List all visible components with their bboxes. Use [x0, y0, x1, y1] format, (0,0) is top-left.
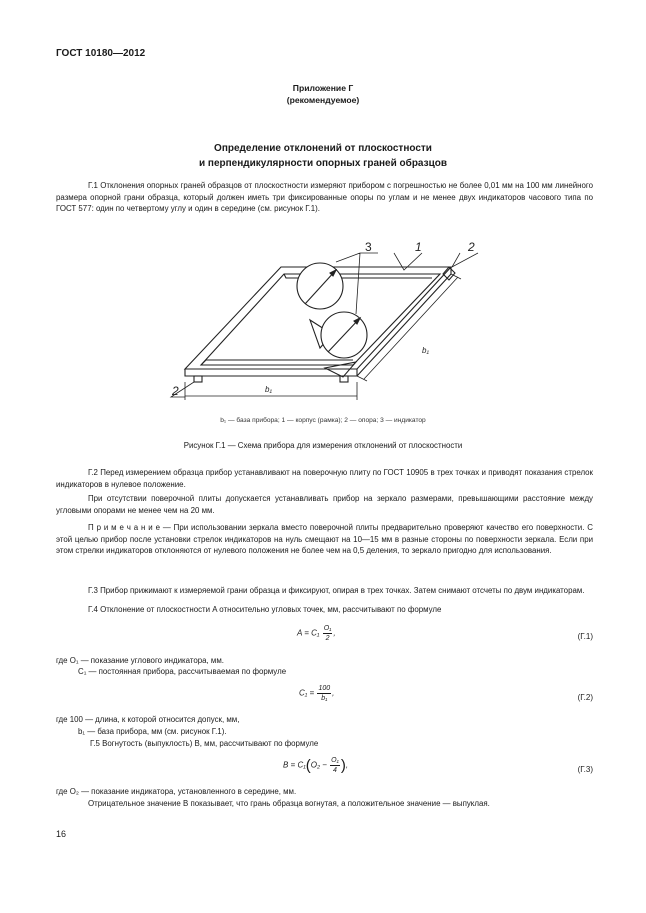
formula-g3-lhs: B = C₁: [283, 760, 306, 770]
formula-g2: C₁ = $\frac{100}{\text{b₁}}$ ,: [299, 685, 335, 702]
formula-g2-lhs: C₁ =: [299, 688, 315, 698]
paragraph-note: П р и м е ч а н и е — При использовании зеркала вместо поверочной плиты предварительно проверяют качество его поверхности. С этой целью прибор после установки стрелок индикаторов на нуль смещают на 10—15 мм в разные стороны по поверхности зеркала. Если при этом стрелки индикаторов отклоняются от нулевого положения не более чем на 0,5 деления, то зеркало пригодно для использования.: [56, 523, 593, 555]
paragraph-g3: Г.3 Прибор прижимают к измеряемой грани образца и фиксируют, опирая в трех точках. Затем снимают отсчеты по двум индикаторам.: [88, 586, 585, 595]
support-right-front: [340, 376, 348, 382]
appendix-name: Приложение Г: [292, 83, 354, 93]
label-2-bottom: 2: [172, 384, 179, 398]
equation-number-g1: (Г.1): [577, 632, 593, 641]
paragraph-g1: Г.1 Отклонения опорных граней образцов от плоскостности измеряют прибором с погрешностью не более 0,01 мм на 100 мм линейного размера опорной грани образца, который должен иметь три фиксированные опоры по углам и не менее двух индикаторов часового типа по ГОСТ 577: один по четвертому углу и один в середине (см. рисунок Г.1).: [56, 181, 593, 213]
equation-number-g3: (Г.3): [577, 765, 593, 774]
title-line-1: Определение отклонений от плоскостности: [214, 143, 432, 154]
appendix-heading: [0, 82, 646, 106]
formula-g1: A = C₁ $\frac{\text{O₁}}{2}$ ,: [297, 625, 336, 642]
formula-g3-fraction: $\frac{\text{O₁}}{4}$: [331, 757, 339, 774]
paragraph-g2-mirror: При отсутствии поверочной плиты допускается устанавливать прибор на зеркало размерами, превышающими расстояние между угловыми опорами не менее чем на 20 мм.: [56, 494, 593, 515]
where-100: где 100 — длина, к которой относится допуск, мм,: [56, 715, 240, 724]
label-1: 1: [415, 240, 422, 254]
device-figure: [160, 238, 490, 403]
where-c1: C₁ — постоянная прибора, рассчитываемая по формуле: [78, 667, 287, 676]
formula-g3-mid: O₂ −: [310, 760, 327, 770]
formula-g2-fraction: $\frac{100}{\text{b₁}}$: [318, 685, 331, 702]
where-b1: b₁ — база прибора, мм (см. рисунок Г.1).: [78, 727, 227, 736]
page-number: 16: [56, 829, 67, 839]
label-b1-diagonal: b₁: [422, 346, 429, 355]
formula-g1-fraction: $\frac{\text{O₁}}{2}$: [323, 625, 332, 642]
document-header: ГОСТ 10180—2012: [56, 48, 146, 59]
figure-legend: b₁ — база прибора; 1 — корпус (рамка); 2 — опора; 3 — индикатор: [220, 417, 426, 424]
label-3: 3: [365, 240, 372, 254]
paragraph-g4: Г.4 Отклонение от плоскостности A относительно угловых точек, мм, рассчитывают по формуле: [88, 605, 442, 614]
label-2-top: 2: [468, 240, 475, 254]
appendix-type: (рекомендуемое): [286, 95, 360, 105]
figure-caption: Рисунок Г.1 — Схема прибора для измерения отклонений от плоскостности: [183, 441, 463, 450]
formula-g3: B = C₁(O₂ − $\frac{\text{O₁}}{4}$ ),: [283, 757, 349, 774]
where-o2: где O₂ — показание индикатора, установленного в середине, мм.: [56, 787, 297, 796]
paragraph-final: Отрицательное значение B показывает, что грань образца вогнутая, а положительное значение — выпуклая.: [88, 799, 490, 808]
section-title: [0, 141, 646, 171]
title-line-2: и перпендикулярности опорных граней образцов: [198, 158, 447, 169]
paragraph-g5: Г.5 Вогнутость (выпуклость) B, мм, рассчитывают по формуле: [90, 739, 319, 748]
label-b1-bottom: b₁: [265, 385, 272, 394]
formula-g1-lhs: A = C₁: [297, 628, 320, 638]
paragraph-g2: Г.2 Перед измерением образца прибор устанавливают на поверочную плиту по ГОСТ 10905 в трех точках и приводят показания стрелок индикаторов в нулевое положение.: [56, 468, 593, 489]
where-o1: где O₁ — показание углового индикатора, мм.: [56, 656, 224, 665]
support-left: [194, 376, 202, 382]
equation-number-g2: (Г.2): [577, 693, 593, 702]
